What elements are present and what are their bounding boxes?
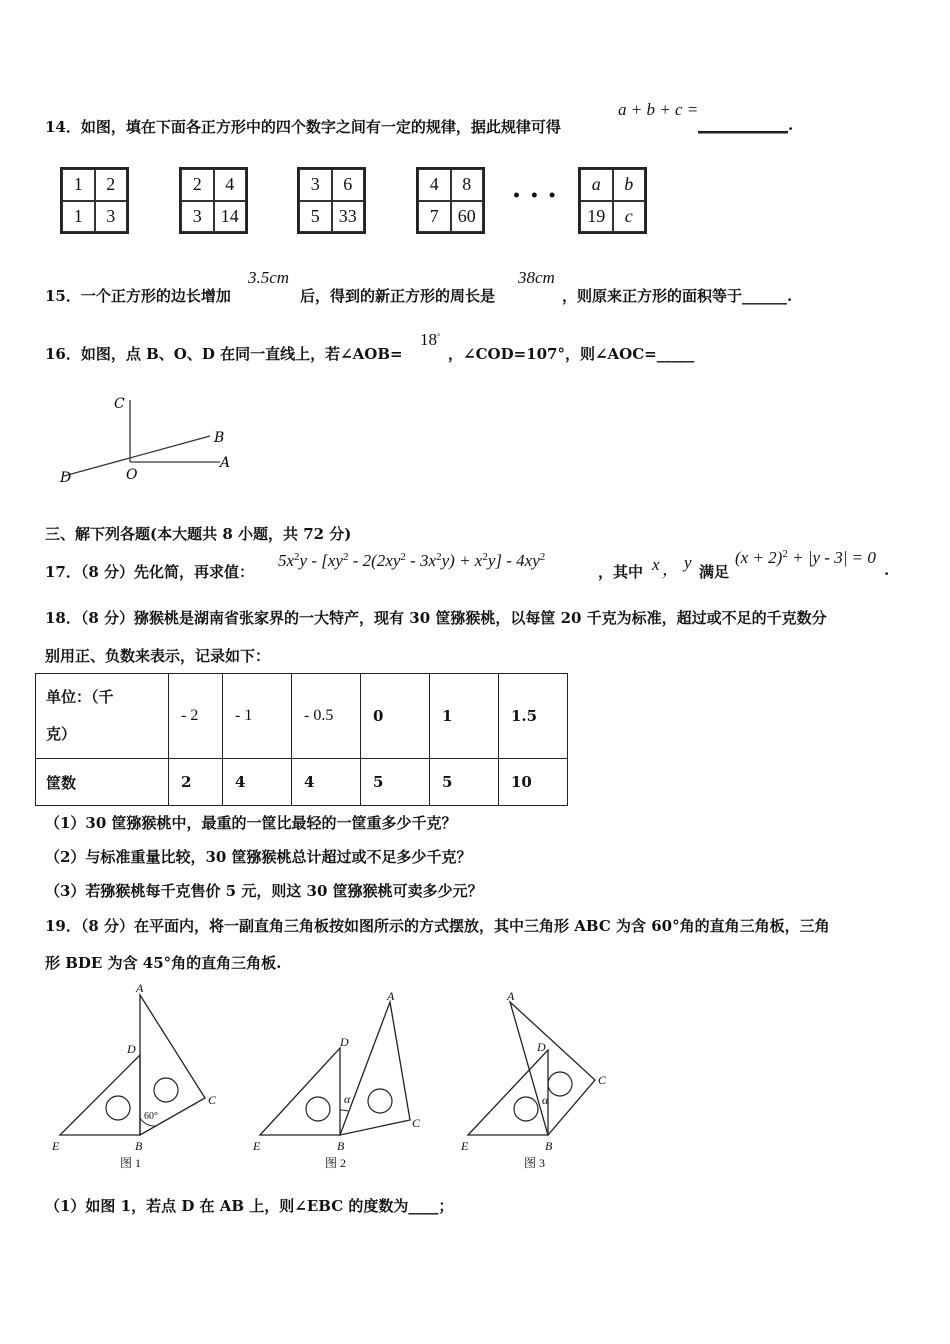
q17-text-b: ，其中	[598, 563, 644, 581]
label-B: B	[337, 1139, 345, 1153]
label-D: D	[537, 1040, 546, 1054]
label-D: D	[340, 1035, 349, 1049]
q17-text-c: 满足	[699, 563, 730, 581]
table-cell: 10	[499, 759, 568, 806]
table-cell: 2	[169, 759, 223, 806]
square-cell: 5	[299, 201, 332, 233]
square-cell: 33	[332, 201, 365, 233]
table-cell: 1.5	[499, 674, 568, 759]
triangle-hole	[368, 1089, 392, 1113]
label-C: C	[208, 1093, 217, 1107]
q16-text-b: ，∠COD=107°，则∠AOC=_____	[448, 345, 695, 363]
triangle-hole	[154, 1078, 178, 1102]
label-C: C	[412, 1116, 421, 1130]
angle-arc	[340, 1110, 348, 1111]
q14-text: 14．如图，填在下面各正方形中的四个数字之间有一定的规律，据此规律可得	[45, 118, 561, 136]
alpha-label: α	[542, 1093, 549, 1107]
q17-var-x: x	[652, 555, 660, 574]
table-cell: 4	[292, 759, 361, 806]
square-cell: 8	[451, 169, 484, 201]
label-C: C	[598, 1073, 607, 1087]
q14-expression: a + b + c =	[618, 100, 699, 119]
table-row	[36, 759, 568, 806]
q17-condition: $(x + 2)^2 + |y - 3| = 0$	[735, 548, 876, 567]
label-O: O	[126, 467, 138, 483]
square-cell: 2	[181, 169, 214, 201]
square-cell: 3	[299, 169, 332, 201]
table-cell: 4	[223, 759, 292, 806]
number-square-1	[60, 167, 129, 234]
square-cell: 3	[181, 201, 214, 233]
q19-line-1: 19．（8 分）在平面内，将一副直角三角板按如图所示的方式摆放，其中三角形 ABC 为含 60°角的直角三角板，三角	[45, 917, 830, 935]
table-cell: - 2	[169, 674, 223, 759]
q14-answer-blank[interactable]: ____________.	[698, 116, 794, 134]
label-C: C	[114, 396, 125, 412]
angle-60-label: 60°	[144, 1111, 158, 1122]
q16-angle-value: 18°	[420, 330, 441, 349]
figure-2	[252, 989, 421, 1170]
section-3-heading: 三、解下列各题(本大题共 8 小题，共 72 分)	[45, 525, 352, 543]
triangle-hole	[106, 1096, 130, 1120]
q17-comma: ，	[662, 560, 679, 579]
square-cell: 1	[62, 169, 95, 201]
number-square-2	[179, 167, 248, 234]
triangle-hole	[306, 1097, 330, 1121]
square-cell: 4	[418, 169, 451, 201]
q15-text-a: 15．一个正方形的边长增加	[45, 287, 231, 305]
q15-value-2: 38cm	[518, 268, 555, 287]
q15-text-c: ，则原来正方形的面积等于______.	[562, 287, 793, 305]
q17-end: .	[884, 561, 890, 579]
triangle-hole	[514, 1097, 538, 1121]
triangle-BDE	[60, 1055, 140, 1135]
label-B: B	[135, 1139, 143, 1153]
square-cell: b	[613, 169, 646, 201]
square-cell: 3	[95, 201, 128, 233]
q16-text-a: 16．如图，点 B、O、D 在同一直线上，若∠AOB=	[45, 345, 403, 363]
q18-sub-3: （3）若猕猴桃每千克售价 5 元，则这 30 筐猕猴桃可卖多少元？	[45, 882, 483, 900]
label-E: E	[461, 1139, 469, 1153]
q18-sub-2: （2）与标准重量比较，30 筐猕猴桃总计超过或不足多少千克？	[45, 848, 472, 866]
q19-figures	[40, 980, 680, 1175]
table-cell: - 1	[223, 674, 292, 759]
square-cell: 1	[62, 201, 95, 233]
q19-sub-1: （1）如图 1，若点 D 在 AB 上，则∠EBC 的度数为____；	[45, 1197, 454, 1215]
square-cell: 2	[95, 169, 128, 201]
table-row	[36, 674, 568, 759]
figure-1-caption: 图 1	[120, 1156, 142, 1170]
q18-line-1: 18．（8 分）猕猴桃是湖南省张家界的一大特产，现有 30 筐猕猴桃，以每筐 20 千克为标准，超过或不足的千克数分	[45, 609, 827, 627]
label-A: A	[220, 455, 231, 471]
triangle-BDE	[260, 1048, 340, 1135]
triangle-ABC	[510, 1002, 595, 1135]
q15-value-1: 3.5cm	[248, 268, 290, 287]
square-cell: 19	[580, 201, 613, 233]
square-cell: 60	[451, 201, 484, 233]
table-cell: 1	[430, 674, 499, 759]
ellipsis-dots: • • •	[512, 188, 559, 204]
figure-1	[51, 981, 217, 1170]
table-cell: - 0.5	[292, 674, 361, 759]
square-cell: c	[613, 201, 646, 233]
label-D: D	[60, 470, 72, 486]
square-cell: a	[580, 169, 613, 201]
q18-sub-1: （1）30 筐猕猴桃中，最重的一筐比最轻的一筐重多少千克？	[45, 814, 457, 832]
triangle-ABC	[340, 1002, 410, 1135]
table-row-header: 单位：（千 克）	[36, 674, 169, 759]
table-cell: 0	[361, 674, 430, 759]
number-square-4	[416, 167, 485, 234]
record-table	[35, 673, 568, 806]
q17-text-a: 17．（8 分）先化简，再求值：	[45, 563, 255, 581]
figure-2-caption: 图 2	[325, 1156, 347, 1170]
q17-expression: $5x^2y - [xy^2 - 2(2xy^2 - 3x^2y) + x^2y] - 4xy^2$	[278, 551, 546, 570]
square-cell: 7	[418, 201, 451, 233]
label-E: E	[253, 1139, 261, 1153]
label-A: A	[387, 989, 395, 1003]
q17-var-y: y	[684, 553, 692, 572]
square-cell: 4	[214, 169, 247, 201]
label-B: B	[545, 1139, 553, 1153]
table-cell: 5	[361, 759, 430, 806]
square-cell: 14	[214, 201, 247, 233]
q18-line-2: 别用正、负数来表示，记录如下：	[45, 647, 271, 665]
number-square-5	[578, 167, 647, 234]
table-cell: 5	[430, 759, 499, 806]
label-E: E	[52, 1139, 60, 1153]
label-B: B	[214, 430, 225, 446]
label-A: A	[136, 981, 144, 995]
square-cell: 6	[332, 169, 365, 201]
label-A: A	[507, 989, 515, 1003]
alpha-label: α	[344, 1092, 351, 1106]
q19-line-2: 形 BDE 为含 45°角的直角三角板.	[45, 954, 282, 972]
label-D: D	[127, 1042, 136, 1056]
figure-3-caption: 图 3	[524, 1156, 546, 1170]
triangle-hole	[548, 1072, 572, 1096]
number-square-3	[297, 167, 366, 234]
table-row-header: 筐数	[36, 759, 169, 806]
q16-angle-figure	[50, 390, 250, 490]
figure-3	[460, 989, 607, 1170]
q15-text-b: 后，得到的新正方形的周长是	[300, 287, 496, 305]
